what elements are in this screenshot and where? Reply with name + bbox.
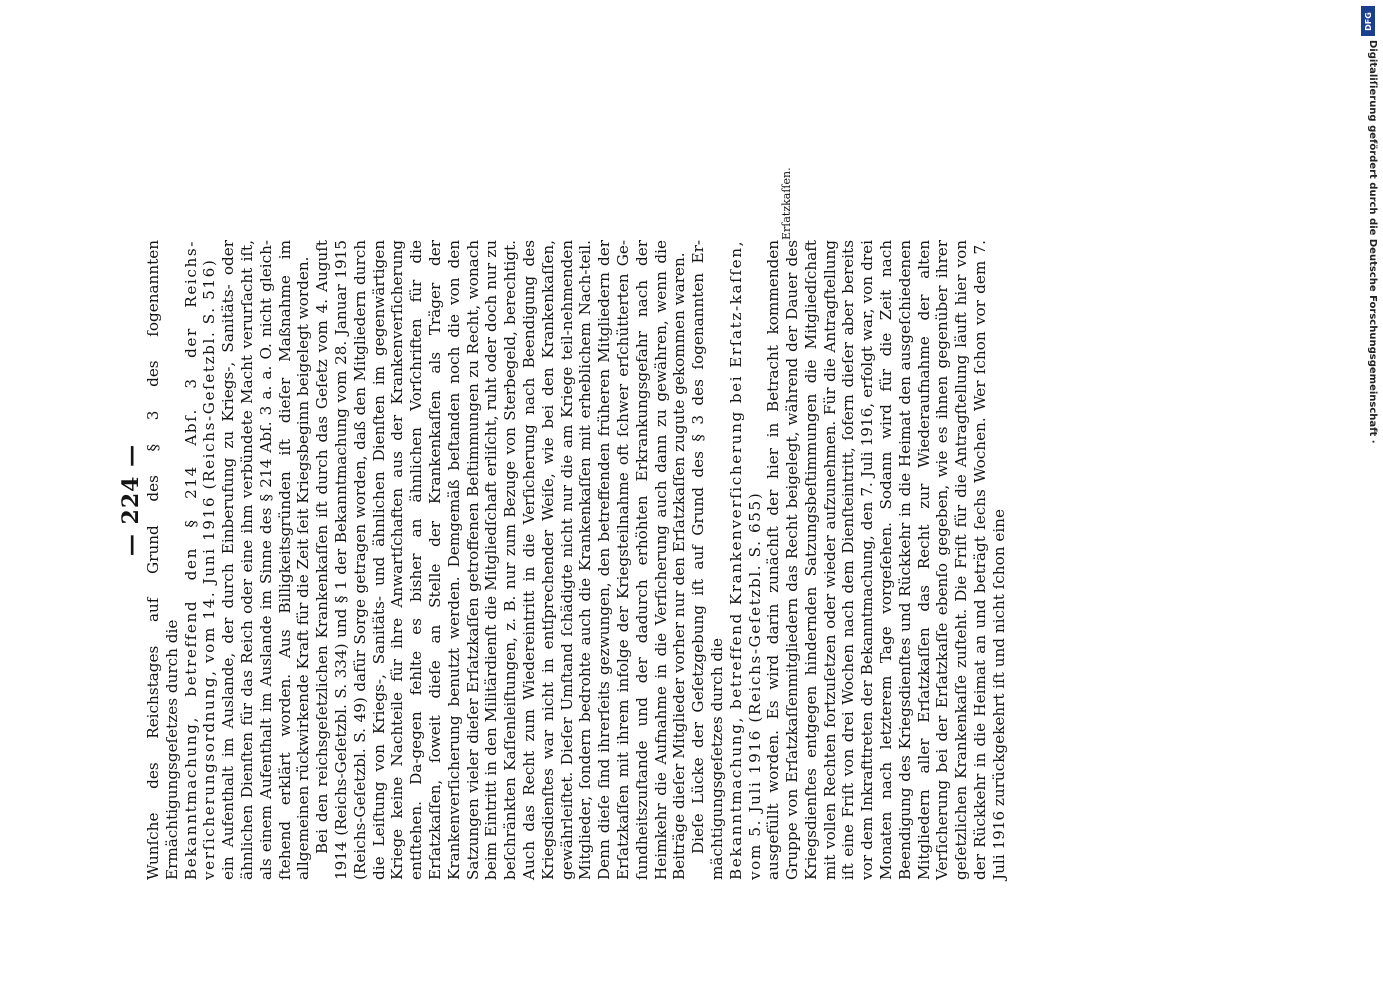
paragraph-gap: Dieſe Lücke der Geſetzgebung iſt auf Grund des § 3 des ſogenannten Er-mächtigungsgeſetzes durch die: [689, 240, 726, 880]
document-body: [144, 240, 1009, 880]
paragraph-krankenkassen: Bei den reichsgeſetzlichen Krankenkaſſen iſt durch das Geſetz vom 4. Auguſt 1914 (Reichs-Geſetzbl. S. 334) und § 1 der Bekanntmachung vom 28. Januar 1915 (Reichs-Geſetzbl. S. 49) dafür Sorge getragen worden, daß den Mitgliedern durch die Leiſtung von Kriegs-, Sanitäts- und ähnlichen Dienſten im gegenwärtigen Kriege keine Nachteile für ihre Anwartſchaften aus der Krankenverſicherung entſtehen. Da-gegen fehlte es bisher an ähnlichen Vorſchriften für die Erſatzkaſſen, ſoweit dieſe an Stelle der Krankenkaſſen als Träger der Krankenverſicherung benutzt werden. Demgemäß beſtanden noch die von den Satzungen vieler dieſer Erſatzkaſſen getroffenen Beſtimmungen zu Recht, wonach beim Eintritt in den Militärdienſt die Mitgliedſchaft erliſcht, ruht oder doch nur zu beſchränkten Kaſſenleiſtungen, z. B. nur zum Bezuge von Sterbegeld, berechtigt. Auch das Recht zum Wiedereintritt in die Verſicherung nach Beendigung des Kriegsdienſtes war nicht in entſprechender Weiſe, wie bei den Krankenkaſſen, gewährleiſtet. Dieſer Umſtand ſchädigte nicht nur die am Kriege teil-nehmenden Mitglieder, ſondern bedrohte auch die Krankenkaſſen mit erheblichem Nach-teil. Denn dieſe ſind ihrerſeits gezwungen, den betreffenden früheren Mitgliedern der Erſatzkaſſen mit ihrem infolge der Kriegsteilnahme oft ſchwer erſchütterten Ge-ſundheitszuſtande und der dadurch erhöhten Erkrankungsgefahr nach der Heimkehr die Aufnahme in die Verſicherung auch dann zu gewähren, wenn die Beiträge dieſer Mitglieder vorher nur den Erſatzkaſſen zugute gekommen waren.: [313, 240, 689, 880]
paragraph-abroad: ein Aufenthalt im Auslande, der durch Einberufung zu Kriegs-, Sanitäts- oder ähnlichen Dienſten für das Reich oder eine ihm verbündete Macht verurſacht iſt, als einem Aufenthalt im Auslande im Sinne des § 214 Abſ. 3 a. a. O. nicht gleich-ſtehend erklärt worden. Aus Billigkeitsgründen iſt dieſer Maßnahme im allgemeinen rückwirkende Kraft für die Zeit ſeit Kriegsbeginn beigelegt worden.: [219, 240, 313, 880]
digitization-sidebar: [1353, 0, 1383, 1000]
paragraph-intro: Wunſche des Reichstages auf Grund des § 3 des ſogenannten Ermächtigungsgeſetzes durch die: [144, 240, 181, 880]
page-number: — 224 —: [118, 443, 144, 557]
digitization-note: Digitaliſierung gefördert durch die Deutsche Forschungsgemeinschaft ·: [1367, 40, 1378, 444]
decree-title-1: Bekanntmachung, betreffend den § 214 Abſ. 3 der Reichs-verſicherungsordnung, vom 14. Juni 1916 (Reichs-Geſetzbl. S. 516): [181, 240, 219, 880]
dfg-logo: DFG: [1361, 6, 1375, 36]
rotated-page: [118, 120, 1250, 880]
page-content: [118, 120, 1250, 880]
margin-note: Erſatzkaſſen.: [780, 167, 793, 240]
decree-title-2: Bekanntmachung, betreffend Krankenverſicherung bei Erſatz-kaſſen, vom 5. Juli 1916 (Reichs-Geſetzbl. S. 655): [726, 240, 764, 880]
paragraph-filled: ausgefüllt worden. Es wird darin zunächſt der hier in Betracht kommenden Gruppe von Erſatzkaſſenmitgliedern das Recht beigelegt, während der Dauer des Kriegsdienſtes entgegen hindernden Satzungsbeſtimmungen die Mitgliedſchaft mit vollen Rechten fortzuſetzen oder wieder aufzunehmen. Für die Antragſtellung iſt eine Friſt von drei Wochen nach dem Dienſteintritt, ſofern dieſer aber bereits vor dem Inkrafttreten der Bekanntmachung, den 7. Juli 1916, erfolgt war, von drei Monaten nach letzterem Tage vorgeſehen. Sodann wird für die Zeit nach Beendigung des Kriegsdienſtes und Rückkehr in die Heimat den ausgeſchiedenen Mitgliedern aller Erſatzkaſſen das Recht zur Wiederaufnahme der alten Verſicherung bei der Erſatzkaſſe ebenſo gegeben, wie es ihnen gegenüber ihrer geſetzlichen Krankenkaſſe zuſteht. Die Friſt für die Antragſtellung läuft hier von der Rückkehr in die Heimat an und beträgt ſechs Wochen. Wer ſchon vor dem 7. Juli 1916 zurückgekehrt iſt und nicht ſchon eine: [764, 240, 1008, 880]
